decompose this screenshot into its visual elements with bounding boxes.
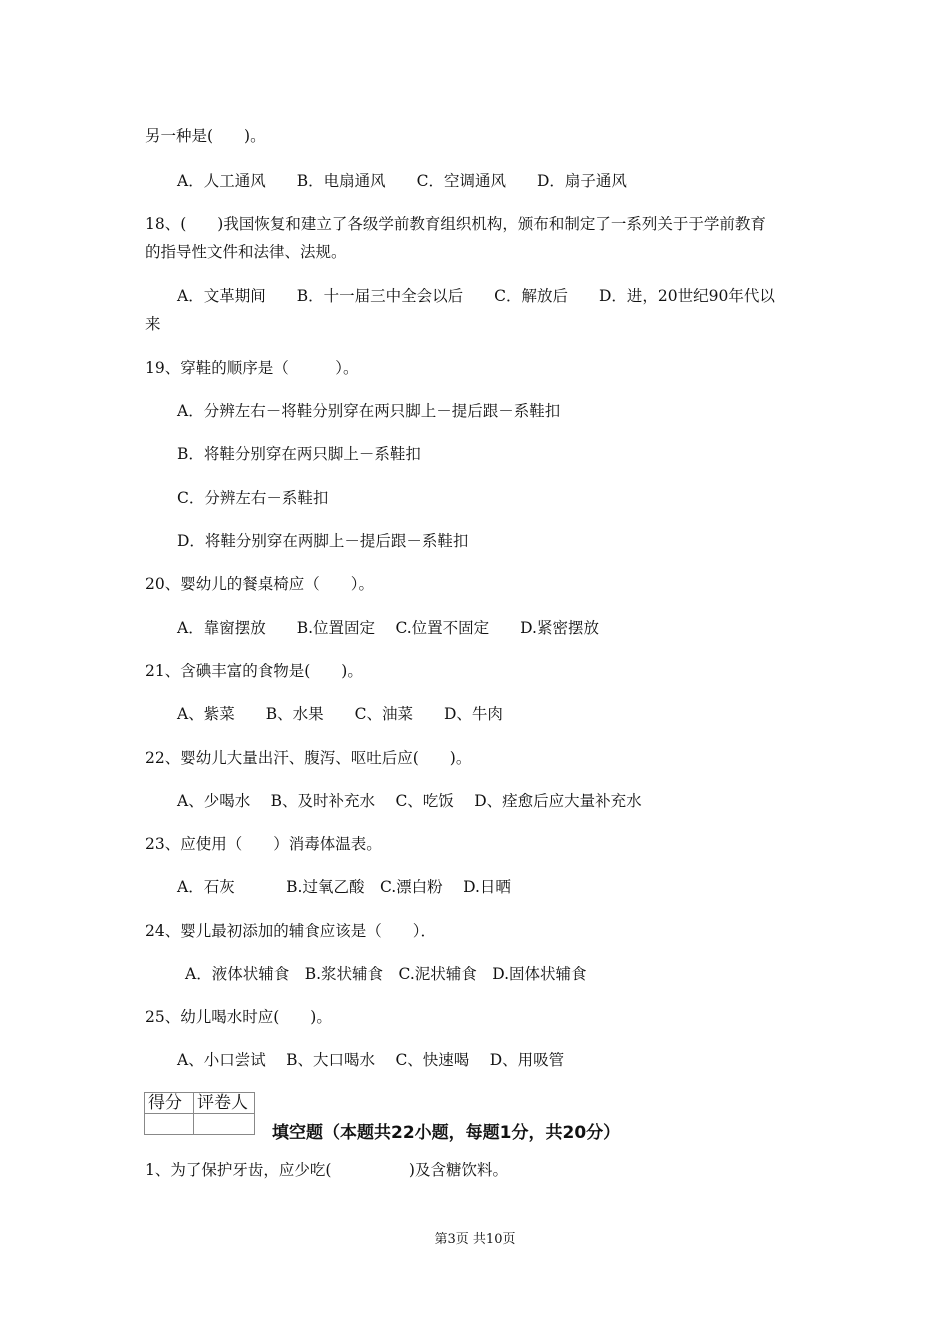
question-22-options: A、少喝水 B、及时补充水 C、吃饭 D、痊愈后应大量补充水	[177, 792, 642, 810]
grader-header: 评卷人	[194, 1093, 255, 1114]
question-20-options: A．靠窗摆放 B.位置固定 C.位置不固定 D.紧密摆放	[177, 619, 599, 637]
question-17-continuation: 另一种是( )。	[145, 127, 266, 145]
question-19-option-c: C．分辨左右－系鞋扣	[177, 489, 329, 507]
question-22-text: 22、婴幼儿大量出汗、腹泻、呕吐后应( )。	[145, 749, 472, 767]
question-18-options: A．文革期间 B．十一届三中全会以后 C．解放后 D．进，20世纪90年代以	[177, 287, 775, 305]
question-23-text: 23、应使用（ ）消毒体温表。	[145, 835, 382, 853]
score-table	[144, 1092, 255, 1135]
score-header: 得分	[145, 1093, 194, 1114]
section-title: 填空题（本题共22小题，每题1分，共20分）	[272, 1123, 621, 1143]
grader-cell	[194, 1114, 255, 1135]
score-table-header-row	[145, 1093, 255, 1114]
question-23-options: A．石灰 B.过氧乙酸 C.漂白粉 D.日晒	[177, 878, 511, 896]
question-25-options: A、小口尝试 B、大口喝水 C、快速喝 D、用吸管	[177, 1051, 565, 1069]
question-19-text: 19、穿鞋的顺序是（ ）。	[145, 359, 359, 377]
question-19-option-d: D．将鞋分别穿在两脚上－提后跟－系鞋扣	[177, 532, 469, 550]
question-25-text: 25、幼儿喝水时应( )。	[145, 1008, 332, 1026]
question-17-options: A．人工通风 B．电扇通风 C．空调通风 D．扇子通风	[177, 172, 627, 190]
score-table-blank-row	[145, 1114, 255, 1135]
question-19-option-a: A．分辨左右－将鞋分别穿在两只脚上－提后跟－系鞋扣	[177, 402, 561, 420]
score-cell	[145, 1114, 194, 1135]
question-21-options: A、紫菜 B、水果 C、油菜 D、牛肉	[177, 705, 503, 723]
question-24-options: A．液体状辅食 B.浆状辅食 C.泥状辅食 D.固体状辅食	[185, 965, 587, 983]
question-18-text: 18、( )我国恢复和建立了各级学前教育组织机构，颁布和制定了一系列关于于学前教育	[145, 215, 766, 233]
question-21-text: 21、含碘丰富的食物是( )。	[145, 662, 363, 680]
fill-question-1: 1、为了保护牙齿，应少吃( )及含糖饮料。	[145, 1161, 508, 1179]
question-20-text: 20、婴幼儿的餐桌椅应（ ）。	[145, 575, 374, 593]
page-footer: 第3页 共10页	[434, 1232, 516, 1247]
question-19-option-b: B．将鞋分别穿在两只脚上－系鞋扣	[177, 445, 421, 463]
question-18-text-cont: 的指导性文件和法律、法规。	[145, 243, 347, 261]
question-18-options-cont: 来	[145, 315, 161, 333]
question-24-text: 24、婴儿最初添加的辅食应该是（ ）．	[145, 922, 436, 940]
